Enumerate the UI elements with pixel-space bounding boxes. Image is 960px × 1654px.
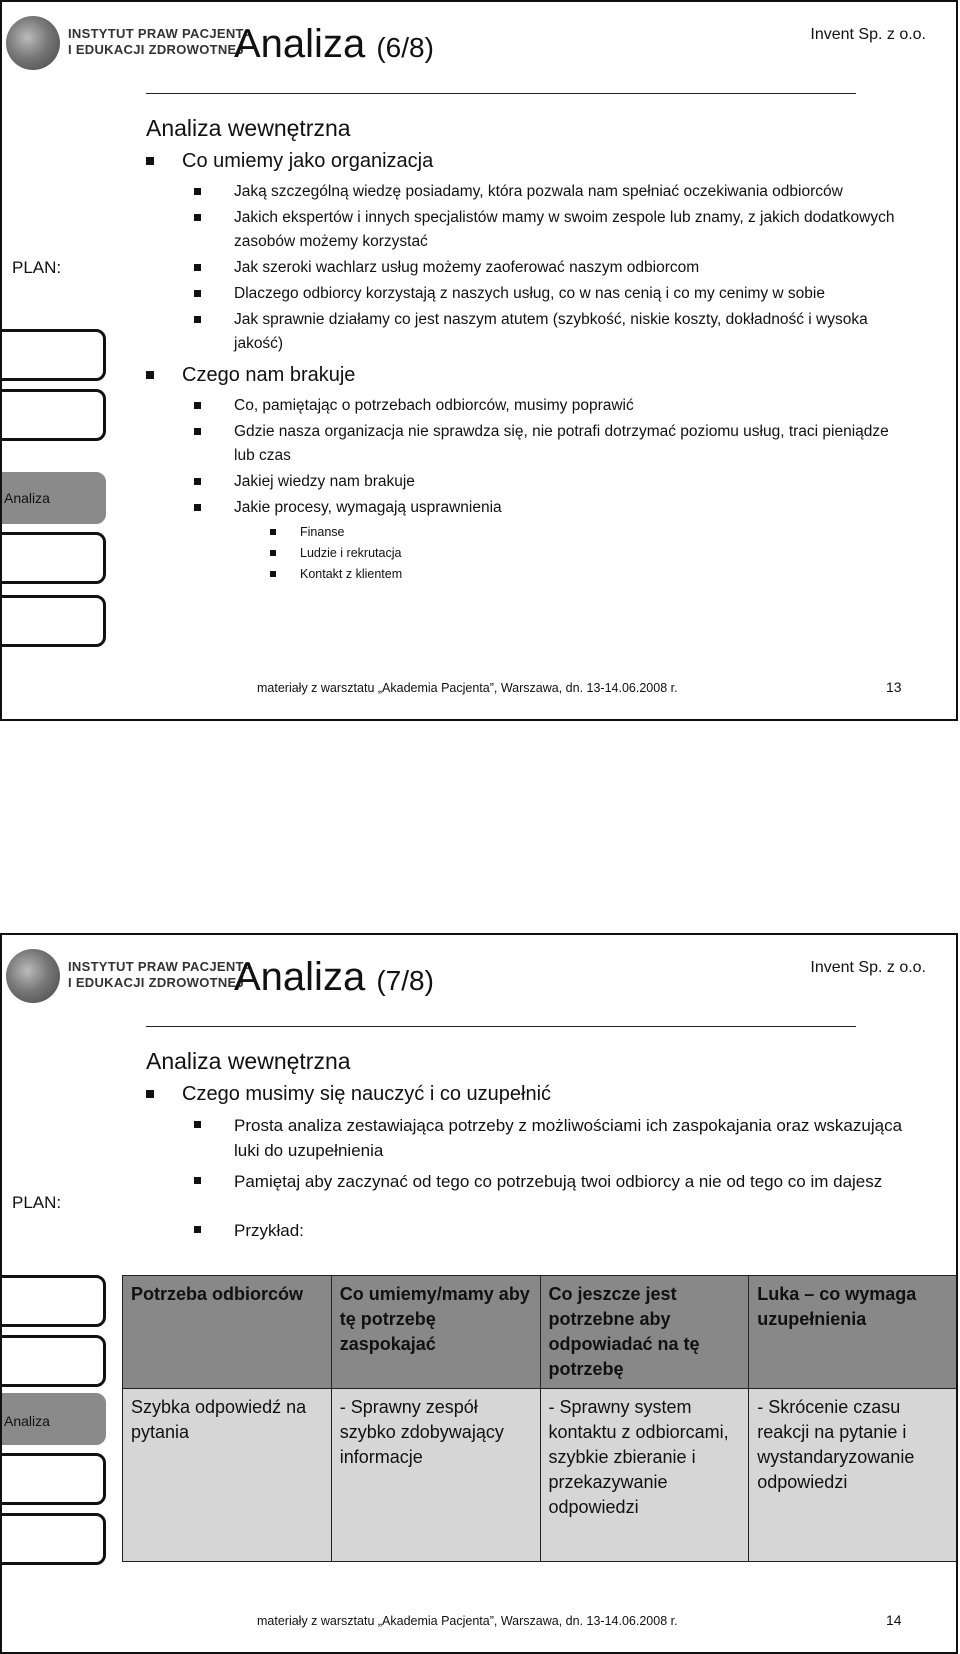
sub-bullet-item: Jakiej wiedzy nam brakuje (194, 470, 906, 494)
nav-label-analiza: Analiza (4, 1413, 50, 1429)
sub-bullet-item: Dlaczego odbiorcy korzystają z naszych usług, co w nas cenią i co my cenimy w sobie (194, 282, 906, 306)
logo-line-2: I EDUKACJI ZDROWOTNEJ (68, 975, 245, 990)
slide-content (146, 112, 906, 591)
logo-text (68, 959, 253, 991)
needs-gap-table (122, 1275, 958, 1562)
slide-footer: materiały z warsztatu „Akademia Pacjenta”, Warszawa, dn. 13-14.06.2008 r. (257, 681, 678, 695)
nav-tab[interactable] (0, 1275, 106, 1327)
sub-sub-bullet-item: Finanse (270, 522, 906, 543)
page-number: 13 (886, 679, 902, 695)
bullet-item (146, 1081, 906, 1243)
nav-tab[interactable] (0, 1453, 106, 1505)
company-name: Invent Sp. z o.o. (810, 959, 926, 976)
section-heading: Analiza wewnętrzna (146, 1048, 351, 1074)
table-header-cell: Co jeszcze jest potrzebne aby odpowiadać na tę potrzebę (540, 1276, 749, 1389)
sub-sub-bullet-item: Ludzie i rekrutacja (270, 543, 906, 564)
table-header-cell: Co umiemy/mamy aby tę potrzebę zaspokajać (331, 1276, 540, 1389)
bullet-text: Co umiemy jako organizacja (182, 150, 434, 172)
sub-sub-bullet-item: Kontakt z klientem (270, 564, 906, 585)
company-name: Invent Sp. z o.o. (810, 26, 926, 43)
sub-bullet-item: Prosta analiza zestawiająca potrzeby z możliwościami ich zaspokajania oraz wskazująca luki do uzupełnienia (194, 1113, 906, 1163)
sub-bullet-item: Jakich ekspertów i innych specjalistów mamy w swoim zespole lub znamy, z jakich dodatkowych zasobów możemy korzystać (194, 206, 906, 254)
logo (6, 949, 253, 1009)
slide-13 (0, 0, 958, 721)
slide-14 (0, 933, 958, 1654)
bullet-item (146, 362, 906, 585)
slide-content (146, 1045, 906, 1249)
sub-bullet-item (194, 496, 906, 585)
sub-bullet-item: Jaką szczególną wiedzę posiadamy, która pozwala nam spełniać oczekiwania odbiorców (194, 180, 906, 204)
nav-tab[interactable] (0, 1513, 106, 1565)
table-cell: - Sprawny system kontaktu z odbiorcami, szybkie zbieranie i przekazywanie odpowiedzi (540, 1389, 749, 1562)
title-divider (146, 1026, 856, 1027)
sub-bullet-item: Jak szeroki wachlarz usług możemy zaoferować naszym odbiorcom (194, 256, 906, 280)
nav-label-analiza: Analiza (4, 490, 50, 506)
nav-strip (2, 2, 110, 719)
nav-tab[interactable] (0, 389, 106, 441)
sub-bullet-item: Pamiętaj aby zaczynać od tego co potrzebują twoi odbiorcy a nie od tego co im dajesz (194, 1169, 906, 1194)
bullet-text: Czego nam brakuje (182, 364, 356, 386)
sub-bullet-list (182, 180, 906, 356)
sub-bullet-text: Jakie procesy, wymagają usprawnienia (234, 499, 502, 516)
title-divider (146, 93, 856, 94)
nav-tab[interactable] (0, 595, 106, 647)
table-header-row (123, 1276, 958, 1389)
section-heading: Analiza wewnętrzna (146, 115, 351, 141)
nav-tab[interactable] (0, 1335, 106, 1387)
slide-title-text: Analiza (234, 22, 366, 66)
page-number: 14 (886, 1612, 902, 1628)
bullet-text: Czego musimy się nauczyć i co uzupełnić (182, 1083, 552, 1105)
nav-strip (2, 935, 110, 1652)
table-row (123, 1389, 958, 1562)
logo-line-1: INSTYTUT PRAW PACJENTA (68, 26, 253, 41)
plan-label: PLAN: (12, 258, 62, 277)
sub-bullet-list (182, 1113, 906, 1243)
plan-label: PLAN: (12, 1193, 62, 1212)
logo-line-1: INSTYTUT PRAW PACJENTA (68, 959, 253, 974)
nav-tab[interactable] (0, 532, 106, 584)
table-cell: - Sprawny zespół szybko zdobywający informacje (331, 1389, 540, 1562)
slide-title-number: (6/8) (376, 32, 434, 63)
bullet-list (146, 148, 906, 585)
sub-sub-bullet-list (234, 522, 906, 585)
sub-bullet-item: Jak sprawnie działamy co jest naszym atutem (szybkość, niskie koszty, dokładność i wysoka jakość) (194, 308, 906, 356)
table-header-cell: Luka – co wymaga uzupełnienia (749, 1276, 958, 1389)
sub-bullet-item: Przykład: (194, 1218, 906, 1243)
logo-text (68, 26, 253, 58)
slide-title (234, 951, 434, 1007)
table-cell: Szybka odpowiedź na pytania (123, 1389, 332, 1562)
slide-footer: materiały z warsztatu „Akademia Pacjenta”, Warszawa, dn. 13-14.06.2008 r. (257, 1614, 678, 1628)
logo-line-2: I EDUKACJI ZDROWOTNEJ (68, 42, 245, 57)
table-cell: - Skrócenie czasu reakcji na pytanie i wystandaryzowanie odpowiedzi (749, 1389, 958, 1562)
bullet-item (146, 148, 906, 356)
sub-bullet-list (182, 394, 906, 585)
slide-title (234, 18, 434, 74)
sub-bullet-item: Co, pamiętając o potrzebach odbiorców, musimy poprawić (194, 394, 906, 418)
sub-bullet-item: Gdzie nasza organizacja nie sprawdza się, nie potrafi dotrzymać poziomu usług, traci pieniądze lub czas (194, 420, 906, 468)
slide-title-text: Analiza (234, 955, 366, 999)
logo-emblem-icon (6, 949, 60, 1003)
logo-emblem-icon (6, 16, 60, 70)
bullet-list (146, 1081, 906, 1243)
table-header-cell: Potrzeba odbiorców (123, 1276, 332, 1389)
nav-tab[interactable] (0, 329, 106, 381)
slide-title-number: (7/8) (376, 965, 434, 996)
logo (6, 16, 253, 76)
